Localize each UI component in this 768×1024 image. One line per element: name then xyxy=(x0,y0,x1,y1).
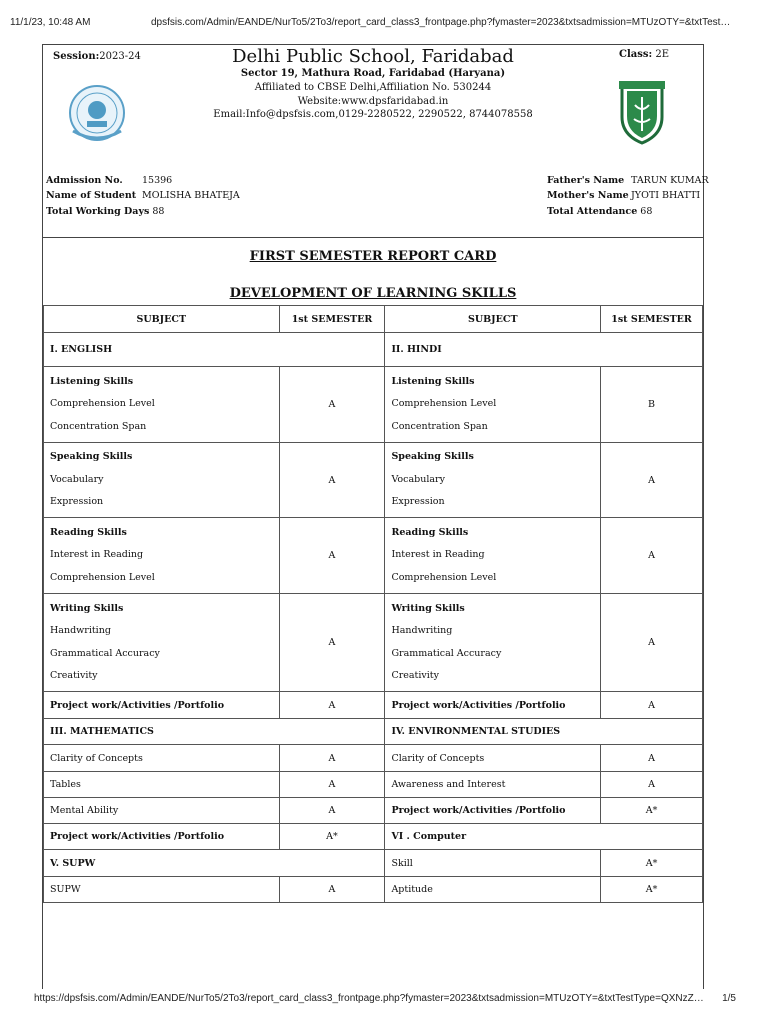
school-website: Website:www.dpsfaridabad.in xyxy=(297,96,449,107)
subject-title-english: I. ENGLISH xyxy=(44,333,385,367)
school-affiliation: Affiliated to CBSE Delhi,Affiliation No. 530244 xyxy=(254,82,492,93)
grade-cell: B xyxy=(601,367,703,443)
table-row xyxy=(44,719,703,745)
grade-cell: A xyxy=(279,367,385,443)
skill-cell: Project work/Activities /Portfolio xyxy=(44,824,280,850)
table-row xyxy=(44,877,703,903)
col-semester: 1st SEMESTER xyxy=(279,306,385,333)
table-row xyxy=(44,692,703,719)
learning-skills-table xyxy=(43,305,703,903)
skill-cell: Listening Skills Comprehension Level Concentration Span xyxy=(44,367,280,443)
father-name: TARUN KUMAR xyxy=(631,175,709,186)
grade-cell: A xyxy=(601,745,703,772)
skill-cell: Speaking Skills Vocabulary Expression xyxy=(44,443,280,518)
col-semester: 1st SEMESTER xyxy=(601,306,703,333)
admission-no: Admission No. xyxy=(46,175,123,186)
skill-cell: Project work/Activities /Portfolio xyxy=(385,692,601,719)
report-card-sheet xyxy=(42,44,709,989)
table-row xyxy=(44,518,703,594)
mother-name-label: Mother's Name xyxy=(547,190,629,201)
cbse-logo-icon xyxy=(67,83,127,147)
school-email: Email:Info@dpsfsis.com,0129-2280522, 2290522, 8744078558 xyxy=(213,109,533,120)
grade-cell: A* xyxy=(601,877,703,903)
page-number: 1/5 xyxy=(722,993,736,1004)
skill-cell: Project work/Activities /Portfolio xyxy=(385,798,601,824)
grade-cell: A* xyxy=(279,824,385,850)
grade-cell: A xyxy=(279,798,385,824)
skill-cell: Reading Skills Interest in Reading Comprehension Level xyxy=(385,518,601,594)
session: Session:2023-24 xyxy=(53,51,141,62)
admission-value: 15396 xyxy=(142,175,173,186)
grade-cell: A* xyxy=(601,798,703,824)
skill-cell: Writing Skills Handwriting Grammatical Accuracy Creativity xyxy=(44,594,280,692)
table-row xyxy=(44,798,703,824)
skill-cell: Reading Skills Interest in Reading Comprehension Level xyxy=(44,518,280,594)
table-row xyxy=(44,824,703,850)
skill-cell: Awareness and Interest xyxy=(385,772,601,798)
grade-cell: A xyxy=(279,518,385,594)
table-row xyxy=(44,745,703,772)
subject-title-maths: III. MATHEMATICS xyxy=(44,719,385,745)
skill-cell: Speaking Skills Vocabulary Expression xyxy=(385,443,601,518)
table-row xyxy=(44,367,703,443)
grade-cell: A xyxy=(601,772,703,798)
school-address: Sector 19, Mathura Road, Faridabad (Haryana) xyxy=(240,68,506,79)
school-name: Delhi Public School, Faridabad xyxy=(232,46,514,67)
dps-crest-icon xyxy=(617,79,667,145)
skill-cell: Skill xyxy=(385,850,601,877)
col-subject: SUBJECT xyxy=(44,306,280,333)
skill-cell: SUPW xyxy=(44,877,280,903)
skill-cell: Mental Ability xyxy=(44,798,280,824)
print-url: dpsfsis.com/Admin/EANDE/NurTo5/2To3/report_card_class3_frontpage.php?fymaster=2023&txtsadmission=MTUzOTY=&txtTest… xyxy=(151,17,731,28)
total-attendance: Total Attendance 68 xyxy=(547,206,653,217)
class: Class: 2E xyxy=(619,49,670,60)
table-row xyxy=(44,594,703,692)
grade-cell: A xyxy=(279,745,385,772)
grade-cell: A* xyxy=(601,850,703,877)
working-days: Total Working Days 88 xyxy=(46,206,165,217)
skill-cell: Listening Skills Comprehension Level Concentration Span xyxy=(385,367,601,443)
mother-name: JYOTI BHATTI xyxy=(631,190,701,201)
grade-cell: A xyxy=(601,443,703,518)
subject-title-supw: V. SUPW xyxy=(44,850,385,877)
table-row xyxy=(44,850,703,877)
father-name-label: Father's Name xyxy=(547,175,625,186)
table-header-row xyxy=(44,306,703,333)
table-row xyxy=(44,333,703,367)
skill-cell: Clarity of Concepts xyxy=(385,745,601,772)
grade-cell: A xyxy=(279,594,385,692)
col-subject: SUBJECT xyxy=(385,306,601,333)
section-divider xyxy=(43,237,703,238)
table-row xyxy=(44,772,703,798)
grade-cell: A xyxy=(601,518,703,594)
skill-cell: Aptitude xyxy=(385,877,601,903)
grade-cell: A xyxy=(279,692,385,719)
grade-cell: A xyxy=(601,692,703,719)
report-title: FIRST SEMESTER REPORT CARD xyxy=(249,249,497,264)
subject-title-hindi: II. HINDI xyxy=(385,333,703,367)
subject-title-computer: VI . Computer xyxy=(385,824,703,850)
skill-cell: Clarity of Concepts xyxy=(44,745,280,772)
grade-cell: A xyxy=(601,594,703,692)
skill-cell: Writing Skills Handwriting Grammatical Accuracy Creativity xyxy=(385,594,601,692)
grade-cell: A xyxy=(279,877,385,903)
table-row xyxy=(44,443,703,518)
print-datetime: 11/1/23, 10:48 AM xyxy=(10,17,91,28)
footer-url: https://dpsfsis.com/Admin/EANDE/NurTo5/2To3/report_card_class3_frontpage.php?fymaster=2023&txtsadmission=MTUzOTY=&txtTestType=QXNzZ… xyxy=(34,993,704,1004)
student-name: MOLISHA BHATEJA xyxy=(142,190,240,201)
grade-cell: A xyxy=(279,772,385,798)
skill-cell: Project work/Activities /Portfolio xyxy=(44,692,280,719)
report-subtitle: DEVELOPMENT OF LEARNING SKILLS xyxy=(229,286,517,301)
student-name-label: Name of Student xyxy=(46,190,137,201)
grade-cell: A xyxy=(279,443,385,518)
subject-title-evs: IV. ENVIRONMENTAL STUDIES xyxy=(385,719,703,745)
skill-cell: Tables xyxy=(44,772,280,798)
